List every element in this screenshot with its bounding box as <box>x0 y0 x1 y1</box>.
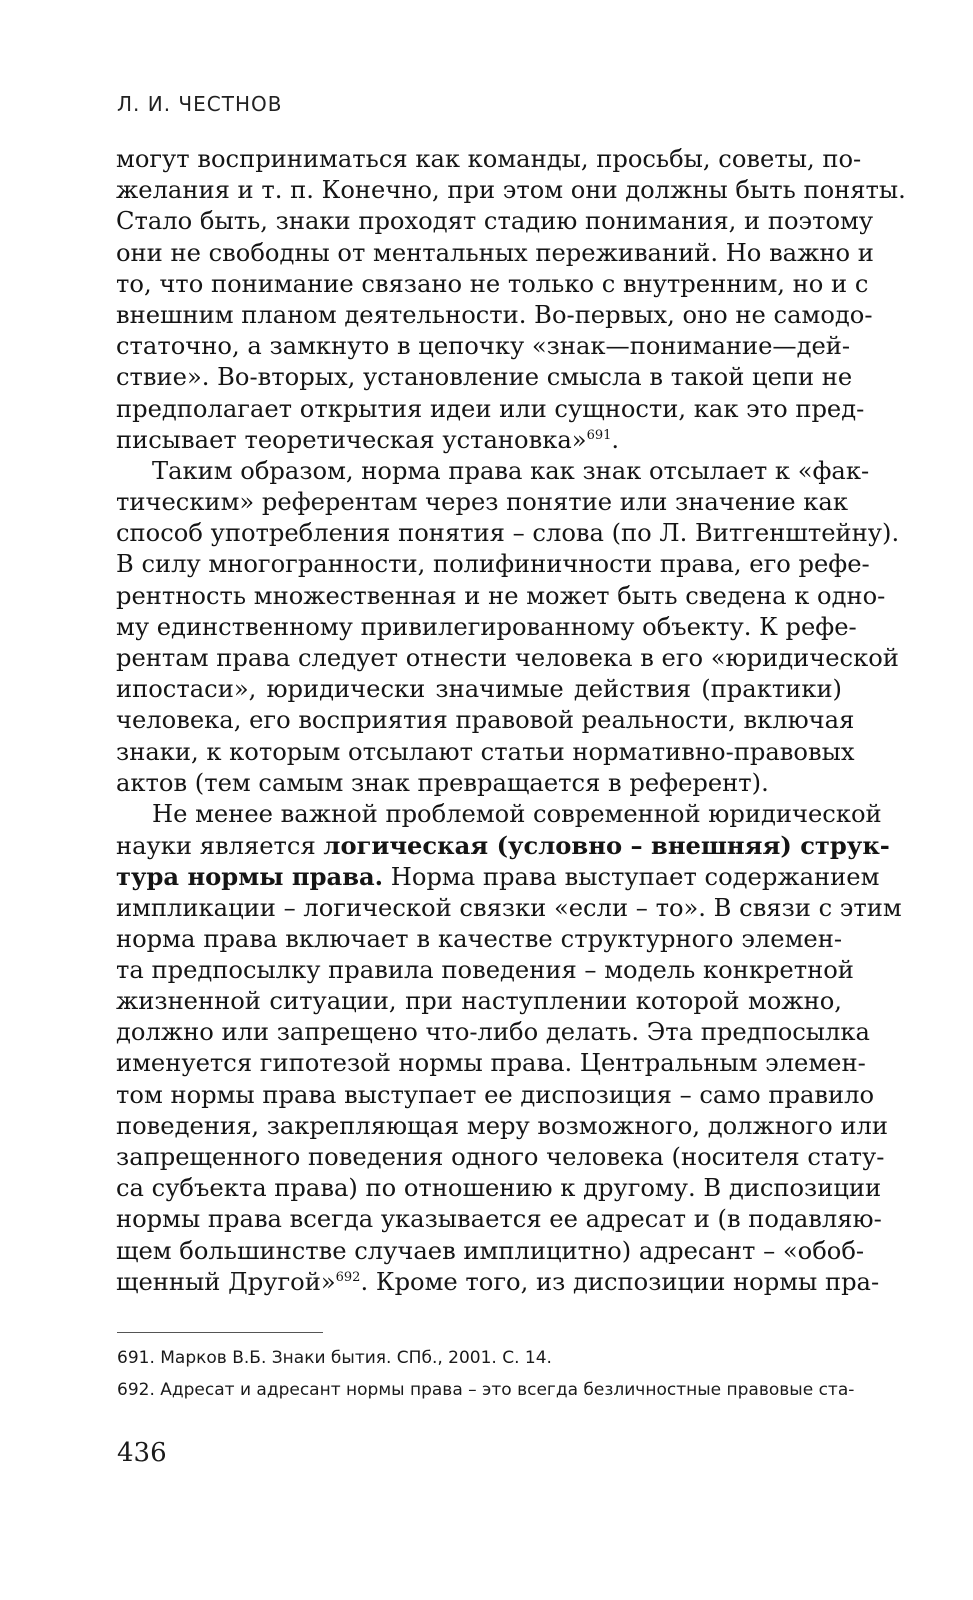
footnote-separator <box>117 1332 323 1333</box>
text-line: они не свободны от ментальных переживаний. Но важно и <box>116 238 874 267</box>
text-line: ствие». Во-вторых, установление смысла в такой цепи не <box>116 363 853 392</box>
text-line: тическим» референтам через понятие или значение как <box>116 488 848 517</box>
text-line: рентность множественная и не может быть сведена к одно- <box>116 581 886 610</box>
main-text <box>116 144 906 1298</box>
text-line <box>116 1267 880 1298</box>
footnote-692: 692. Адресат и адресант нормы права – это всегда безличностные правовые ста- <box>117 1380 855 1400</box>
text-line: внешним планом деятельности. Во-первых, оно не самодо- <box>116 300 873 329</box>
text-line: Стало быть, знаки проходят стадию понимания, и поэтому <box>116 207 874 236</box>
footnote-ref-692: 692 <box>335 1269 361 1285</box>
text-line: знаки, к которым отсылают статьи нормативно-правовых <box>116 737 855 766</box>
text-line: ипостаси», юридически значимые действия (практики) <box>116 675 842 704</box>
text-line <box>116 425 842 456</box>
text-fragment: . Кроме того, из диспозиции нормы пра- <box>360 1267 880 1296</box>
text-fragment: писывает теоретическая установка» <box>116 425 587 454</box>
text-line: импликации – логической связки «если – то». В связи с этим <box>116 893 902 922</box>
footnote-ref-691: 691 <box>586 427 612 443</box>
text-line: актов (тем самым знак превращается в референт). <box>116 768 769 797</box>
text-line: могут восприниматься как команды, просьбы, советы, по- <box>116 145 862 173</box>
text-fragment: Норма права выступает содержанием <box>383 863 880 892</box>
page-number: 436 <box>117 1438 167 1468</box>
text-line: са субъекта права) по отношению к другому. В диспозиции <box>116 1174 882 1203</box>
text-line: статочно, а замкнуто в цепочку «знак—понимание—дей- <box>116 332 851 361</box>
footnotes <box>117 1342 855 1406</box>
text-line: том нормы права выступает ее диспозиция – само правило <box>116 1080 875 1109</box>
text-line: поведения, закрепляющая меру возможного, должного или <box>116 1111 888 1140</box>
text-fragment: щенный Другой» <box>116 1267 336 1296</box>
text-line: щем большинстве случаев имплицитно) адресант – «обоб- <box>116 1236 865 1265</box>
bold-term: тура нормы права. <box>116 862 384 892</box>
text-line: Не менее важной проблемой современной юридической <box>152 799 882 828</box>
text-line: В силу многогранности, полифиничности права, его рефе- <box>116 550 870 579</box>
text-line: та предпосылку правила поведения – модель конкретной <box>116 955 854 984</box>
text-line: нормы права всегда указывается ее адресат и (в подавляю- <box>116 1205 882 1234</box>
running-header: Л. И. ЧЕСТНОВ <box>117 92 283 116</box>
text-line: то, что понимание связано не только с внутренним, но и с <box>116 269 869 298</box>
text-line: желания и т. п. Конечно, при этом они должны быть поняты. <box>116 176 906 205</box>
text-line: рентам права следует отнести человека в его «юридической <box>116 644 899 672</box>
text-line: жизненной ситуации, при наступлении которой можно, <box>116 987 842 1016</box>
text-line: норма права включает в качестве структурного элемен- <box>116 924 842 953</box>
text-line: должно или запрещено что-либо делать. Эта предпосылка <box>116 1018 870 1047</box>
text-line <box>116 861 880 892</box>
text-line: Таким образом, норма права как знак отсылает к «фак- <box>152 456 870 485</box>
text-fragment: науки является <box>116 832 324 861</box>
bold-term: логическая (условно – внешняя) струк- <box>323 831 890 861</box>
text-line: именуется гипотезой нормы права. Центральным элемен- <box>116 1049 866 1078</box>
text-line <box>116 830 890 861</box>
footnote-691: 691. Марков В.Б. Знаки бытия. СПб., 2001. С. 14. <box>117 1348 552 1368</box>
text-line: предполагает открытия идеи или сущности, как это пред- <box>116 394 865 423</box>
text-line: му единственному привилегированному объекту. К рефе- <box>116 612 857 641</box>
text-line: способ употребления понятия – слова (по Л. Витгенштейну). <box>116 519 900 548</box>
text-fragment: . <box>611 425 620 454</box>
text-line: человека, его восприятия правовой реальности, включая <box>116 706 855 735</box>
text-line: запрещенного поведения одного человека (носителя стату- <box>116 1143 885 1171</box>
